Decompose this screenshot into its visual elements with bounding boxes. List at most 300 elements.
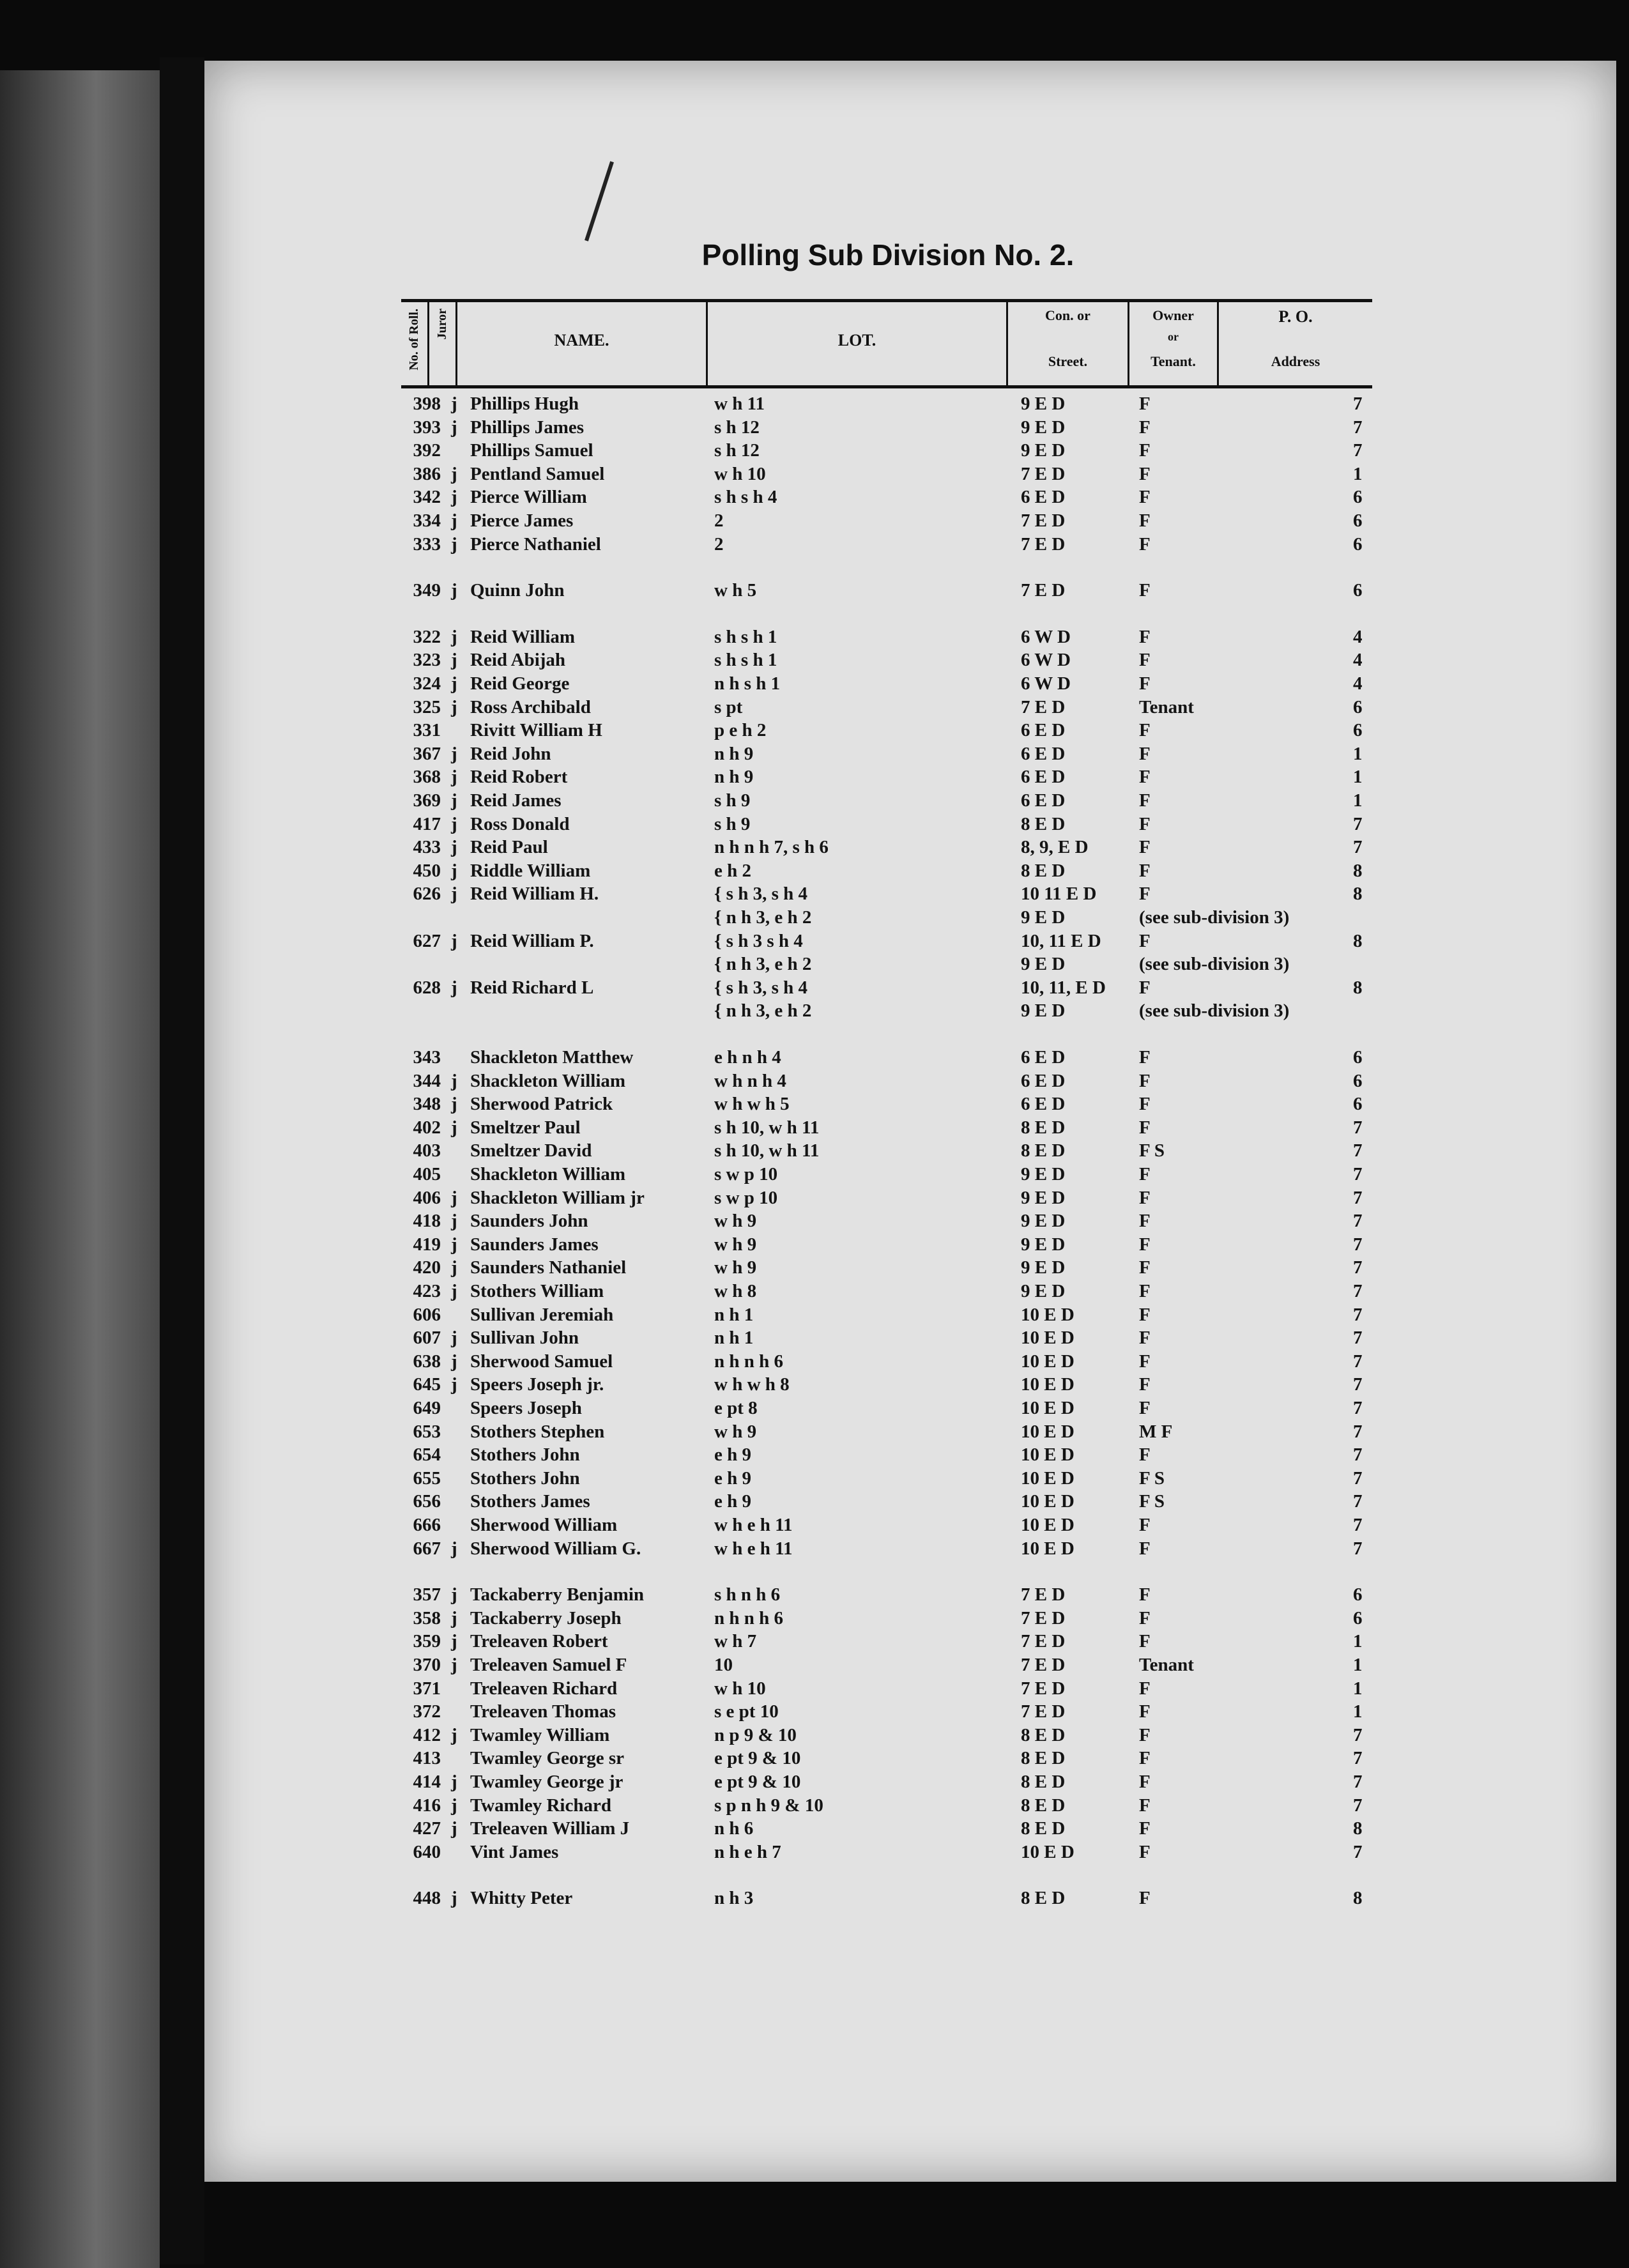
concession: 8 E D <box>1021 1140 1066 1161</box>
table-row <box>401 650 1372 673</box>
owner-or-tenant: F <box>1139 743 1151 764</box>
roll-number: 369 <box>413 790 441 811</box>
lot-description: w h 7 <box>714 1631 757 1652</box>
concession: 10 E D <box>1021 1491 1075 1512</box>
lot-description: e h 9 <box>714 1444 751 1466</box>
roll-number: 386 <box>413 463 441 484</box>
owner-or-tenant: F <box>1139 884 1151 905</box>
table-row <box>401 534 1372 557</box>
concession: 6 W D <box>1021 626 1071 647</box>
juror-mark: j <box>451 1094 457 1115</box>
owner-or-tenant: F <box>1139 1117 1151 1138</box>
voter-name: Shackleton William <box>470 1070 626 1091</box>
owner-or-tenant: F <box>1139 1187 1151 1208</box>
po-address: 6 <box>1353 580 1363 601</box>
table-row <box>401 1818 1372 1841</box>
lot-description: { n h 3, e h 2 <box>714 954 812 975</box>
lot-description: { n h 3, e h 2 <box>714 907 812 928</box>
owner-or-tenant: F <box>1139 813 1151 834</box>
owner-or-tenant: F <box>1139 977 1151 998</box>
roll-number: 606 <box>413 1304 441 1325</box>
lot-description: s w p 10 <box>714 1187 778 1208</box>
po-address: 7 <box>1353 1304 1363 1325</box>
po-address: 8 <box>1353 977 1363 998</box>
concession: 6 E D <box>1021 720 1066 741</box>
table-row <box>401 1748 1372 1771</box>
po-address: 7 <box>1353 1257 1363 1278</box>
juror-mark: j <box>451 417 457 438</box>
voter-name: Phillips Hugh <box>470 394 579 414</box>
lot-description: w h w h 5 <box>714 1094 790 1115</box>
po-address: 7 <box>1353 1211 1363 1232</box>
concession: 9 E D <box>1021 954 1066 975</box>
table-row <box>401 1584 1372 1607</box>
concession: 7 E D <box>1021 1701 1066 1722</box>
po-address: 7 <box>1353 1748 1363 1769</box>
lot-description: n p 9 & 10 <box>714 1724 797 1745</box>
po-address: 7 <box>1353 1140 1363 1161</box>
scan-border <box>204 2182 1616 2264</box>
roll-number: 628 <box>413 977 441 998</box>
voter-name: Twamley George jr <box>470 1772 623 1792</box>
juror-mark: j <box>451 1888 457 1909</box>
owner-or-tenant: F <box>1139 860 1151 881</box>
owner-or-tenant: F <box>1139 790 1151 811</box>
owner-or-tenant: (see sub-division 3) <box>1139 954 1290 975</box>
table-row <box>401 720 1372 743</box>
po-address: 7 <box>1353 1234 1363 1255</box>
lot-description: 2 <box>714 533 724 555</box>
juror-mark: j <box>451 510 457 531</box>
lot-description: n h n h 6 <box>714 1351 784 1372</box>
roll-number: 414 <box>413 1772 441 1792</box>
concession: 8 E D <box>1021 1888 1066 1909</box>
table-row <box>401 394 1372 417</box>
lot-description: n h e h 7 <box>714 1841 781 1862</box>
table-row <box>401 837 1372 860</box>
roll-number: 627 <box>413 930 441 951</box>
header-po: P. O. Address <box>1271 307 1320 369</box>
juror-mark: j <box>451 860 457 881</box>
roll-number: 607 <box>413 1328 441 1349</box>
concession: 10 11 E D <box>1021 884 1097 905</box>
roll-number: 427 <box>413 1818 441 1839</box>
voter-name: Ross Donald <box>470 813 570 834</box>
owner-or-tenant: F <box>1139 626 1151 647</box>
concession: 10 E D <box>1021 1328 1075 1349</box>
roll-number: 448 <box>413 1888 441 1909</box>
roll-number: 398 <box>413 394 441 414</box>
owner-or-tenant: (see sub-division 3) <box>1139 907 1290 928</box>
roll-number: 334 <box>413 510 441 531</box>
table-row <box>401 1631 1372 1654</box>
po-address: 7 <box>1353 1164 1363 1184</box>
voter-name: Speers Joseph jr. <box>470 1374 604 1395</box>
juror-mark: j <box>451 1724 457 1745</box>
po-address: 1 <box>1353 1701 1363 1722</box>
voters-list-table <box>401 299 1372 1909</box>
concession: 9 E D <box>1021 1257 1066 1278</box>
roll-number: 367 <box>413 743 441 764</box>
concession: 9 E D <box>1021 1187 1066 1208</box>
table-row <box>401 1655 1372 1678</box>
owner-or-tenant: F <box>1139 1398 1151 1418</box>
owner-or-tenant: F <box>1139 1701 1151 1722</box>
table-row <box>401 1468 1372 1491</box>
lot-description: w h 10 <box>714 1678 766 1699</box>
voter-name: Reid Robert <box>470 767 568 788</box>
voter-name: Sullivan Jeremiah <box>470 1304 614 1325</box>
voter-name: Treleaven Richard <box>470 1678 618 1699</box>
table-row <box>401 1608 1372 1631</box>
concession: 6 E D <box>1021 743 1066 764</box>
roll-number: 371 <box>413 1678 441 1699</box>
owner-or-tenant: F <box>1139 510 1151 531</box>
voter-name: Reid William H. <box>470 884 599 905</box>
po-address: 7 <box>1353 1421 1363 1442</box>
juror-mark: j <box>451 884 457 905</box>
table-row <box>401 1164 1372 1187</box>
table-row <box>401 1188 1372 1211</box>
juror-mark: j <box>451 1281 457 1301</box>
voter-name: Sherwood William <box>470 1515 618 1535</box>
po-address: 6 <box>1353 1070 1363 1091</box>
table-header <box>401 299 1372 388</box>
owner-or-tenant: F <box>1139 1795 1151 1816</box>
lot-description: n h 3 <box>714 1888 754 1909</box>
concession: 6 E D <box>1021 487 1066 508</box>
roll-number: 656 <box>413 1491 441 1512</box>
concession: 8 E D <box>1021 1795 1066 1816</box>
roll-number: 393 <box>413 417 441 438</box>
table-row <box>401 931 1372 954</box>
voter-name: Reid John <box>470 743 551 764</box>
po-address: 7 <box>1353 1795 1363 1816</box>
table-row <box>401 1234 1372 1257</box>
po-address: 1 <box>1353 743 1363 764</box>
lot-description: w h w h 8 <box>714 1374 790 1395</box>
lot-description: s pt <box>714 696 743 717</box>
owner-or-tenant: Tenant <box>1139 1655 1194 1675</box>
owner-or-tenant: F <box>1139 1328 1151 1349</box>
roll-number: 413 <box>413 1748 441 1769</box>
header-owner: Owner or Tenant. <box>1129 302 1219 385</box>
juror-mark: j <box>451 1631 457 1652</box>
concession: 8 E D <box>1021 1724 1066 1745</box>
owner-or-tenant: F <box>1139 1772 1151 1792</box>
voter-name: Sherwood Patrick <box>470 1094 613 1115</box>
voter-name: Twamley William <box>470 1724 610 1745</box>
voter-name: Smeltzer Paul <box>470 1117 581 1138</box>
voter-name: Reid James <box>470 790 562 811</box>
po-address: 8 <box>1353 860 1363 881</box>
juror-mark: j <box>451 1538 457 1559</box>
lot-description: e h n h 4 <box>714 1047 781 1068</box>
concession: 7 E D <box>1021 463 1066 484</box>
lot-description: s h n h 6 <box>714 1584 781 1605</box>
roll-number: 666 <box>413 1515 441 1535</box>
po-address: 6 <box>1353 1584 1363 1605</box>
table-row <box>401 1000 1372 1023</box>
po-address: 7 <box>1353 1538 1363 1559</box>
voter-name: Saunders James <box>470 1234 599 1255</box>
concession: 8 E D <box>1021 1748 1066 1769</box>
voter-name: Speers Joseph <box>470 1398 582 1418</box>
concession: 8, 9, E D <box>1021 837 1089 858</box>
concession: 10 E D <box>1021 1304 1075 1325</box>
lot-description: s p n h 9 & 10 <box>714 1795 823 1816</box>
lot-description: e h 9 <box>714 1467 751 1489</box>
roll-number: 640 <box>413 1841 441 1862</box>
owner-or-tenant: F <box>1139 580 1151 601</box>
lot-description: n h 9 <box>714 767 754 788</box>
lot-description: s h s h 1 <box>714 650 777 671</box>
owner-or-tenant: F <box>1139 1094 1151 1115</box>
owner-or-tenant: F <box>1139 1888 1151 1909</box>
roll-number: 417 <box>413 813 441 834</box>
header-lot: LOT. <box>708 302 1008 385</box>
juror-mark: j <box>451 1655 457 1675</box>
voter-name: Smeltzer David <box>470 1140 592 1161</box>
po-address: 7 <box>1353 1328 1363 1349</box>
table-row <box>401 1725 1372 1748</box>
po-address: 1 <box>1353 463 1363 484</box>
voter-name: Reid Abijah <box>470 650 566 671</box>
owner-or-tenant: F <box>1139 1841 1151 1862</box>
table-row <box>401 1421 1372 1444</box>
voter-name: Sullivan John <box>470 1328 579 1349</box>
table-row <box>401 1538 1372 1561</box>
juror-mark: j <box>451 743 457 764</box>
po-address: 6 <box>1353 1607 1363 1628</box>
adjacent-page-edge <box>0 70 160 2268</box>
roll-number: 653 <box>413 1421 441 1442</box>
concession: 6 W D <box>1021 673 1071 694</box>
voter-name: Tackaberry Benjamin <box>470 1584 645 1605</box>
lot-description: 10 <box>714 1655 733 1675</box>
roll-number: 423 <box>413 1281 441 1301</box>
table-row <box>401 884 1372 907</box>
owner-or-tenant: F <box>1139 1515 1151 1535</box>
table-row <box>401 627 1372 650</box>
owner-or-tenant: M F <box>1139 1421 1173 1442</box>
concession: 7 E D <box>1021 1655 1066 1675</box>
voter-name: Reid Paul <box>470 837 548 858</box>
table-row <box>401 907 1372 930</box>
concession: 6 E D <box>1021 1094 1066 1115</box>
juror-mark: j <box>451 977 457 998</box>
po-address: 7 <box>1353 1491 1363 1512</box>
roll-number: 416 <box>413 1795 441 1816</box>
roll-number: 412 <box>413 1724 441 1745</box>
owner-or-tenant: F <box>1139 1257 1151 1278</box>
voter-name: Vint James <box>470 1841 559 1862</box>
roll-number: 359 <box>413 1631 441 1652</box>
concession: 8 E D <box>1021 813 1066 834</box>
roll-number: 372 <box>413 1701 441 1722</box>
lot-description: { s h 3, s h 4 <box>714 977 808 998</box>
concession: 10 E D <box>1021 1351 1075 1372</box>
lot-description: n h 9 <box>714 743 754 764</box>
table-row <box>401 790 1372 813</box>
po-address: 1 <box>1353 1678 1363 1699</box>
table-row <box>401 744 1372 767</box>
lot-description: w h 11 <box>714 394 765 414</box>
voter-name: Reid William P. <box>470 930 594 951</box>
roll-number: 420 <box>413 1257 441 1278</box>
book-gutter <box>160 57 204 2264</box>
lot-description: n h n h 6 <box>714 1607 784 1628</box>
header-juror: Juror <box>429 302 457 385</box>
lot-description: { s h 3, s h 4 <box>714 884 808 905</box>
voter-name: Rivitt William H <box>470 720 602 741</box>
concession: 7 E D <box>1021 580 1066 601</box>
lot-description: s h 10, w h 11 <box>714 1140 820 1161</box>
roll-number: 450 <box>413 860 441 881</box>
juror-mark: j <box>451 626 457 647</box>
roll-number: 358 <box>413 1607 441 1628</box>
owner-or-tenant: F <box>1139 720 1151 741</box>
po-address: 7 <box>1353 1351 1363 1372</box>
po-address: 4 <box>1353 650 1363 671</box>
juror-mark: j <box>451 837 457 858</box>
juror-mark: j <box>451 1772 457 1792</box>
roll-number: 324 <box>413 673 441 694</box>
voter-name: Sherwood William G. <box>470 1538 641 1559</box>
table-row <box>401 1444 1372 1467</box>
owner-or-tenant: F <box>1139 487 1151 508</box>
concession: 8 E D <box>1021 1117 1066 1138</box>
juror-mark: j <box>451 533 457 555</box>
table-row <box>401 1701 1372 1724</box>
roll-number: 323 <box>413 650 441 671</box>
juror-mark: j <box>451 1234 457 1255</box>
owner-or-tenant: F <box>1139 440 1151 461</box>
lot-description: n h 1 <box>714 1328 754 1349</box>
owner-or-tenant: (see sub-division 3) <box>1139 1000 1290 1022</box>
concession: 7 E D <box>1021 533 1066 555</box>
owner-or-tenant: F <box>1139 1607 1151 1628</box>
owner-or-tenant: F <box>1139 1351 1151 1372</box>
voter-name: Pierce James <box>470 510 574 531</box>
table-row <box>401 1281 1372 1304</box>
po-address: 7 <box>1353 1444 1363 1466</box>
owner-or-tenant: F <box>1139 1047 1151 1068</box>
roll-number: 349 <box>413 580 441 601</box>
po-address: 6 <box>1353 487 1363 508</box>
roll-number: 638 <box>413 1351 441 1372</box>
lot-description: s h s h 4 <box>714 487 777 508</box>
lot-description: e h 9 <box>714 1491 751 1512</box>
table-row <box>401 1211 1372 1234</box>
table-row <box>401 1491 1372 1514</box>
voter-name: Phillips James <box>470 417 585 438</box>
po-address: 8 <box>1353 884 1363 905</box>
owner-or-tenant: Tenant <box>1139 696 1194 717</box>
table-row <box>401 417 1372 440</box>
juror-mark: j <box>451 1351 457 1372</box>
juror-mark: j <box>451 1607 457 1628</box>
concession: 9 E D <box>1021 417 1066 438</box>
lot-description: e pt 8 <box>714 1398 758 1418</box>
owner-or-tenant: F <box>1139 1538 1151 1559</box>
juror-mark: j <box>451 790 457 811</box>
table-row <box>401 580 1372 603</box>
table-row <box>401 1398 1372 1421</box>
voter-name: Reid Richard L <box>470 977 594 998</box>
owner-or-tenant: F <box>1139 1631 1151 1652</box>
roll-number: 667 <box>413 1538 441 1559</box>
lot-description: w h e h 11 <box>714 1538 793 1559</box>
po-address: 8 <box>1353 930 1363 951</box>
roll-number: 433 <box>413 837 441 858</box>
concession: 10 E D <box>1021 1467 1075 1489</box>
table-row <box>401 1374 1372 1397</box>
po-address: 1 <box>1353 1655 1363 1675</box>
owner-or-tenant: F <box>1139 767 1151 788</box>
concession: 10 E D <box>1021 1841 1075 1862</box>
table-row <box>401 1257 1372 1280</box>
owner-or-tenant: F <box>1139 394 1151 414</box>
owner-or-tenant: F <box>1139 1584 1151 1605</box>
lot-description: s w p 10 <box>714 1164 778 1184</box>
concession: 7 E D <box>1021 696 1066 717</box>
concession: 6 W D <box>1021 650 1071 671</box>
juror-mark: j <box>451 1257 457 1278</box>
table-row <box>401 1795 1372 1818</box>
voter-name: Treleaven William J <box>470 1818 630 1839</box>
owner-or-tenant: F <box>1139 650 1151 671</box>
juror-mark: j <box>451 650 457 671</box>
po-address: 7 <box>1353 417 1363 438</box>
voter-name: Twamley George sr <box>470 1748 625 1769</box>
concession: 9 E D <box>1021 1000 1066 1022</box>
roll-number: 331 <box>413 720 441 741</box>
po-address: 7 <box>1353 1281 1363 1301</box>
lot-description: s h 12 <box>714 440 760 461</box>
concession: 9 E D <box>1021 1281 1066 1301</box>
lot-description: e pt 9 & 10 <box>714 1772 801 1792</box>
roll-number: 392 <box>413 440 441 461</box>
concession: 9 E D <box>1021 1164 1066 1184</box>
concession: 7 E D <box>1021 1607 1066 1628</box>
lot-description: n h 6 <box>714 1818 754 1839</box>
po-address: 7 <box>1353 394 1363 414</box>
owner-or-tenant: F <box>1139 417 1151 438</box>
table-row <box>401 1305 1372 1328</box>
roll-number: 333 <box>413 533 441 555</box>
juror-mark: j <box>451 1818 457 1839</box>
concession: 10 E D <box>1021 1444 1075 1466</box>
po-address: 7 <box>1353 837 1363 858</box>
juror-mark: j <box>451 1374 457 1395</box>
po-address: 7 <box>1353 1398 1363 1418</box>
po-address: 7 <box>1353 1117 1363 1138</box>
lot-description: { n h 3, e h 2 <box>714 1000 812 1022</box>
concession: 7 E D <box>1021 510 1066 531</box>
voter-name: Treleaven Samuel F <box>470 1655 627 1675</box>
concession: 6 E D <box>1021 790 1066 811</box>
lot-description: s h 9 <box>714 790 751 811</box>
po-address: 6 <box>1353 510 1363 531</box>
owner-or-tenant: F <box>1139 1164 1151 1184</box>
juror-mark: j <box>451 673 457 694</box>
owner-or-tenant: F <box>1139 837 1151 858</box>
owner-or-tenant: F <box>1139 533 1151 555</box>
concession: 9 E D <box>1021 394 1066 414</box>
roll-number: 405 <box>413 1164 441 1184</box>
table-row <box>401 510 1372 533</box>
